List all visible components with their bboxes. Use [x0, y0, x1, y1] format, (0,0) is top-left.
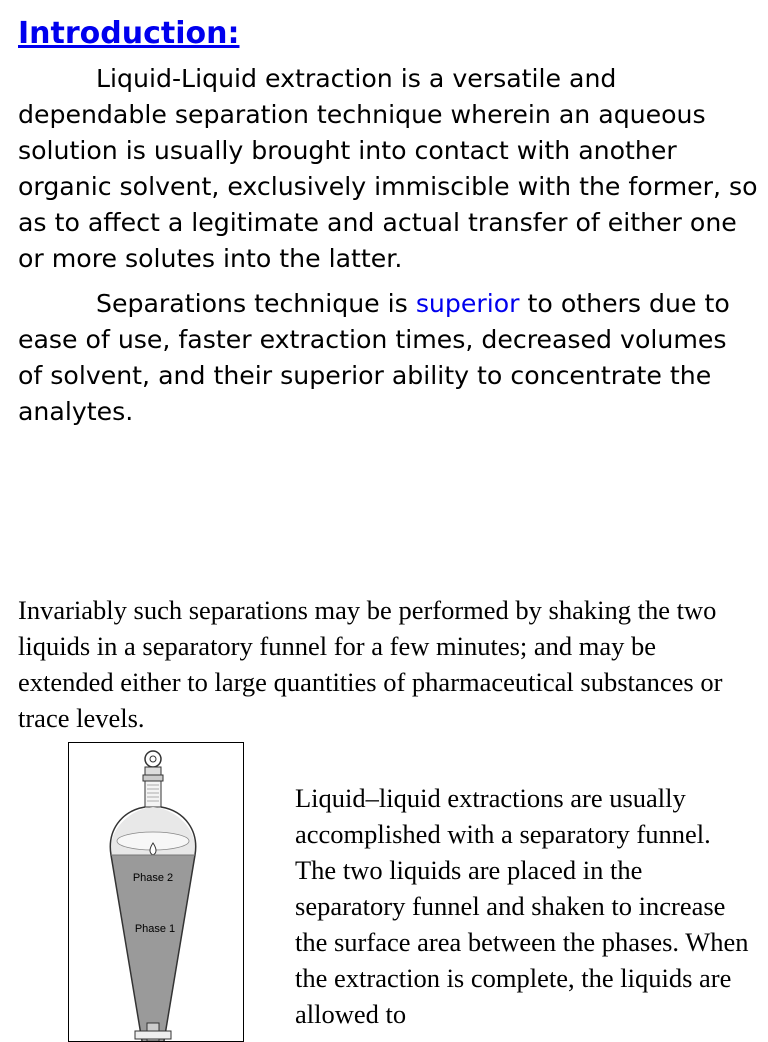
intro-paragraph-text: Liquid-Liquid extraction is a versatile and dependable separation technique wherein an aqueous solution is usually brought into contact with another organic solvent, exclusively immiscible with the former, so as to affect a legitimate and actual transfer of either one or more solutes into the latter.	[18, 64, 758, 273]
funnel-neck	[145, 781, 161, 807]
phase-1-label: Phase 1	[134, 923, 176, 935]
phase-2-label: Phase 2	[132, 872, 174, 884]
separatory-funnel-figure	[68, 742, 244, 1042]
intro-paragraph	[18, 61, 758, 277]
stopper-icon	[143, 751, 163, 781]
separation-paragraph: Invariably such separations may be performed by shaking the two liquids in a separatory funnel for a few minutes; and may be extended either to large quantities of pharmaceutical substances or trace levels.	[18, 595, 723, 733]
section-heading: Introduction:	[18, 16, 240, 51]
advantages-text-before: Separations technique is	[96, 289, 416, 318]
highlight-word-superior: superior	[415, 289, 520, 318]
advantages-paragraph	[18, 286, 758, 430]
funnel-paragraph: Liquid–liquid extractions are usually accomplished with a separatory funnel. The two liquids are placed in the separatory funnel and shaken to increase the surface area between the phases. When the extraction is complete, the liquids are allowed to	[295, 783, 749, 1029]
advantages-text-after: to others due to ease of use, faster extraction times, decreased volumes of solvent, and their superior ability to concentrate the analytes.	[18, 289, 730, 426]
separatory-funnel-illustration	[69, 743, 243, 1041]
